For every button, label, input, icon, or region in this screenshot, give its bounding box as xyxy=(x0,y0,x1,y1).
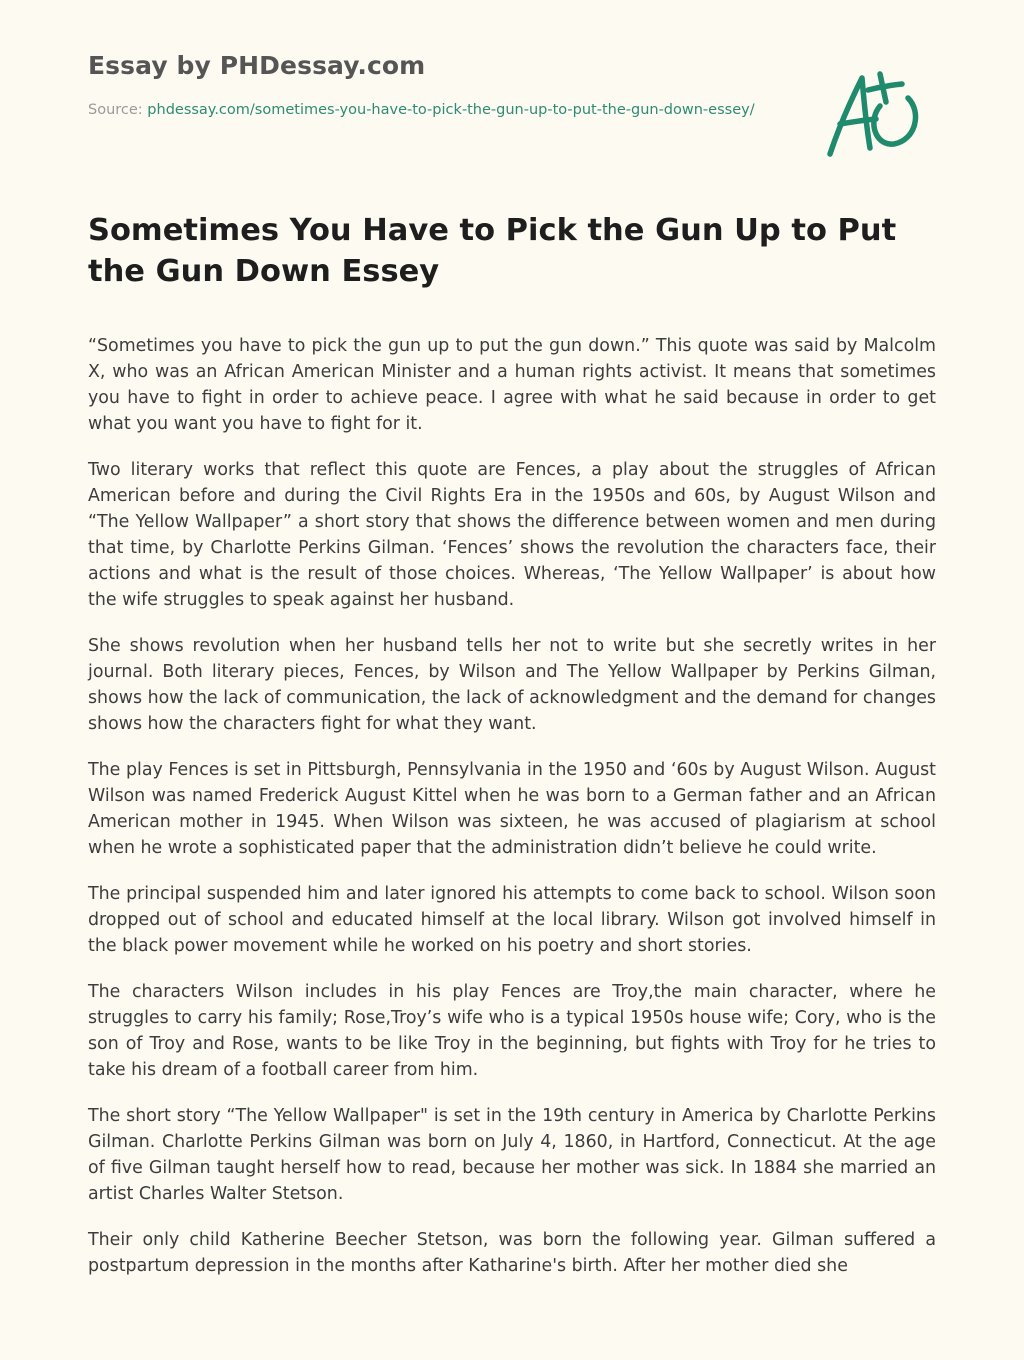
essay-paragraph: The principal suspended him and later ignored his attempts to come back to school. Wilson soon dropped out of school and educated himself at the local library. Wilson got involved himself in the black power movement while he worked on his poetry and short stories. xyxy=(88,884,936,956)
source-link[interactable]: phdessay.com/sometimes-you-have-to-pick-the-gun-up-to-put-the-gun-down-essey/ xyxy=(147,102,755,118)
site-brand: Essay by PHDessay.com xyxy=(88,51,426,80)
essay-title: Sometimes You Have to Pick the Gun Up to Put the Gun Down Essey xyxy=(88,213,897,289)
essay-paragraph: Their only child Katherine Beecher Stetson, was born the following year. Gilman suffered a postpartum depression in the months after Katharine's birth. After her mother died she xyxy=(88,1230,936,1276)
a-plus-grade-icon xyxy=(820,62,930,162)
essay-paragraph: She shows revolution when her husband tells her not to write but she secretly writes in her journal. Both literary pieces, Fences, by Wilson and The Yellow Wallpaper by Perkins Gilman, shows how the lack of communication, the lack of acknowledgment and the demand for changes shows how the characters fight for what they want. xyxy=(88,636,936,734)
source-line xyxy=(88,100,768,121)
essay-body xyxy=(88,333,936,1299)
essay-paragraph: “Sometimes you have to pick the gun up to put the gun down.” This quote was said by Malcolm X, who was an African American Minister and a human rights activist. It means that sometimes you have to fight in order to achieve peace. I agree with what he said because in order to get what you want you have to fight for it. xyxy=(88,336,936,434)
essay-paragraph: The play Fences is set in Pittsburgh, Pennsylvania in the 1950 and ‘60s by August Wilson. August Wilson was named Frederick August Kittel when he was born to a German father and an African American mother in 1945. When Wilson was sixteen, he was accused of plagiarism at school when he wrote a sophisticated paper that the administration didn’t believe he could write. xyxy=(88,760,936,858)
source-label: Source: xyxy=(88,102,148,118)
essay-paragraph: Two literary works that reflect this quote are Fences, a play about the struggles of African American before and during the Civil Rights Era in the 1950s and 60s, by August Wilson and “The Yellow Wallpaper” a short story that shows the difference between women and men during that time, by Charlotte Perkins Gilman. ‘Fences’ shows the revolution the characters face, their actions and what is the result of those choices. Whereas, ‘The Yellow Wallpaper’ is about how the wife struggles to speak against her husband. xyxy=(88,460,936,610)
page-header xyxy=(88,50,768,121)
essay-paragraph: The characters Wilson includes in his play Fences are Troy,the main character, where he struggles to carry his family; Rose,Troy’s wife who is a typical 1950s house wife; Cory, who is the son of Troy and Rose, wants to be like Troy in the beginning, but fights with Troy for he tries to take his dream of a football career from him. xyxy=(88,982,936,1080)
essay-paragraph: The short story “The Yellow Wallpaper" is set in the 19th century in America by Charlotte Perkins Gilman. Charlotte Perkins Gilman was born on July 4, 1860, in Hartford, Connecticut. At the age of five Gilman taught herself how to read, because her mother was sick. In 1884 she married an artist Charles Walter Stetson. xyxy=(88,1106,936,1204)
